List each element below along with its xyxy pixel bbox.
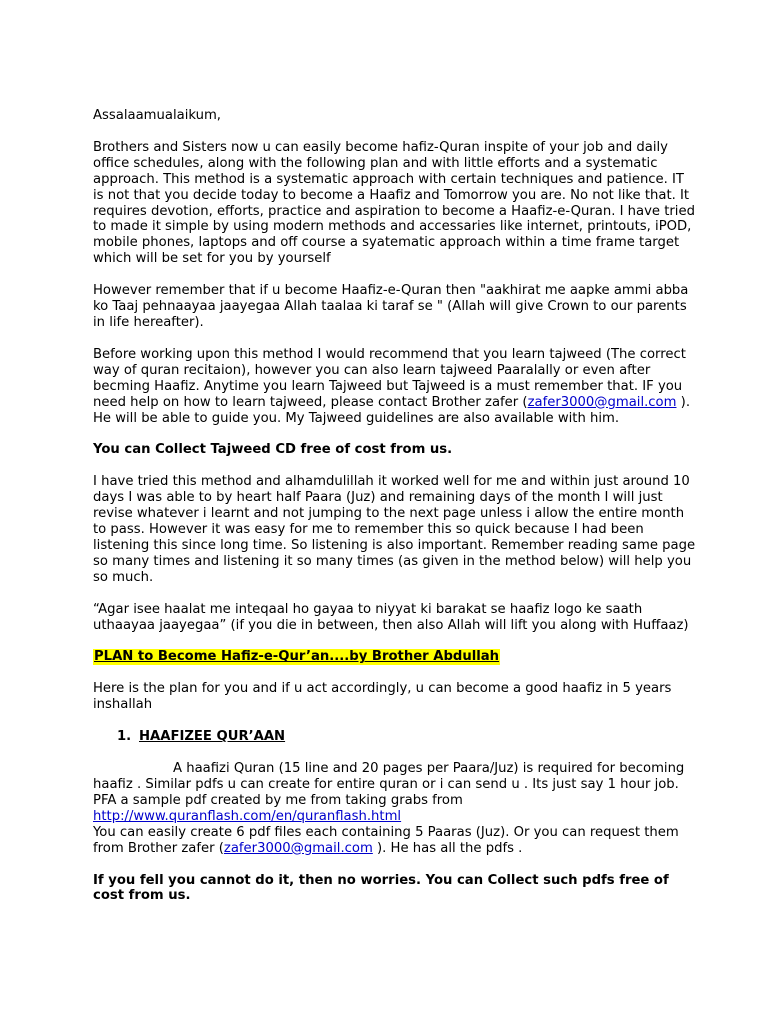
free-pdf-note: If you fell you cannot do it, then no worries. You can Collect such pdfs free of cost from us. (93, 872, 669, 904)
list-number: 1. (117, 729, 132, 745)
tajweed-paragraph (93, 347, 698, 427)
experience-paragraph: I have tried this method and alhamdulillah it worked well for me and within just around 10 days I was able to by heart half Paara (Juz) and remaining days of the month I will just revise whatever i learnt and not jumping to the next page unless i allow the entire month to pass. However it was easy for me to remember this so quick because I had been listening this since long time. So listening is also important. Remember reading same page so many times and listening it so many times (as given in the method below) will help you so much. (93, 474, 696, 585)
intro-paragraph: Brothers and Sisters now u can easily become hafiz-Quran inspite of your job and daily office schedules, along with the following plan and with little efforts and a systematic approach. This method is a systematic approach with certain techniques and patience. IT is not that you decide today to become a Haafiz and Tomorrow you are. No not like that. It requires devotion, efforts, practice and aspiration to become a Haafiz-e-Quran. I have tried to made it simple by using modern methods and accessaries like internet, printouts, iPOD, mobile phones, laptops and off course a syatematic approach within a time frame target which will be set for you by yourself (93, 139, 695, 267)
reward-paragraph: However remember that if u become Haafiz-e-Quran then "aakhirat me aapke ammi abba ko Taaj pehnaayaa jaayegaa Allah taalaa ki taraf se " (Allah will give Crown to our parents in life hereafter). (93, 283, 689, 330)
list-item-haafizee-quraan (93, 729, 698, 745)
plan-heading-line (93, 649, 698, 665)
haafizi-quran-text: A haafizi Quran (15 line and 20 pages per Paara/Juz) is required for becoming haafiz . Similar pdfs u can create for entire quran or i can send u . Its just say 1 hour job. PFA a sample pdf created by me from taking grabs from (93, 761, 685, 808)
quranflash-link[interactable]: http://www.quranflash.com/en/quranflash.html (93, 808, 402, 824)
contact-email-link[interactable]: zafer3000@gmail.com (527, 394, 677, 410)
tajweed-cd-note: You can Collect Tajweed CD free of cost from us. (93, 442, 453, 458)
tajweed-text-after: ). He will be able to guide you. My Tajweed guidelines are also available with him. (93, 394, 691, 426)
tajweed-text-before: Before working upon this method I would recommend that you learn tajweed (The correct way of quran recitaion), however you can also learn tajweed Paaralally or even after becming Haafiz. Anytime you learn Tajweed but Tajweed is a must remember that. IF you need help on how to learn tajweed, please contact Brother zafer ( (93, 346, 686, 410)
haafizi-quran-paragraph (93, 761, 698, 825)
pdf-request-paragraph (93, 825, 698, 857)
pdf-text-before: You can easily create 6 pdf files each containing 5 Paaras (Juz). Or you can request them from Brother zafer ( (93, 824, 679, 856)
contact-email-link-2[interactable]: zafer3000@gmail.com (223, 840, 373, 856)
greeting: Assalaamualaikum, (93, 108, 221, 123)
pdf-text-after: ). He has all the pdfs . (372, 840, 523, 856)
plan-heading: PLAN to Become Hafiz-e-Qur’an....by Brother Abdullah (94, 649, 500, 665)
list-title: HAAFIZEE QUR’AAN (139, 729, 286, 745)
plan-intro-paragraph: Here is the plan for you and if u act accordingly, u can become a good haafiz in 5 years inshallah (93, 681, 672, 713)
quote-paragraph: “Agar isee haalat me inteqaal ho gayaa to niyyat ki barakat se haafiz logo ke saath uthaayaa jaayegaa” (if you die in between, then also Allah will lift you along with Huffaaz) (93, 601, 689, 633)
